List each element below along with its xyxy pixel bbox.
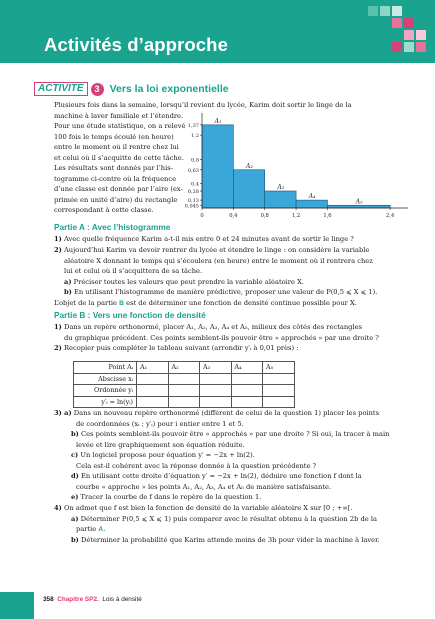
part-letter: A (98, 526, 104, 533)
table-row (74, 385, 295, 397)
histogram-bar (202, 125, 233, 208)
x-tick-label: 0 (200, 213, 204, 219)
table-cell (200, 385, 232, 397)
table-row-header: y′ᵢ = ln(yᵢ) (74, 396, 137, 408)
table-cell (263, 385, 295, 397)
decor-square (404, 18, 414, 28)
question-text: du graphique précédent. Ces points semblent-ils pouvoir être « approchés » par une droite ? (64, 333, 379, 342)
question-text: Tracer la courbe de f dans le repère de la question 1. (80, 493, 262, 501)
question-b3a: 3) a) Dans un nouveau repère orthonormé (différent de celui de la question 1) placer les points (54, 409, 380, 417)
question-text: lui et celui où il s’acquittera de sa tâche. (64, 267, 203, 275)
table-cell (137, 396, 169, 408)
goal-text: L’objet de la partie (54, 299, 117, 307)
question-text: Déterminer P(0,5 ⩽ X ⩽ 1) puis comparer avec le résultat obtenu à la question 2b de la (80, 514, 378, 523)
table-cell (137, 385, 169, 397)
intro-line: correspondant à cette classe. (54, 206, 154, 214)
bar-label: A₁ (214, 117, 222, 125)
table-row (74, 362, 295, 374)
question-1: 1) Avec quelle fréquence Karim a-t-il mis entre 0 et 24 minutes avant de sortir le linge ? (54, 235, 354, 243)
histogram-chart (182, 110, 422, 225)
table-cell (231, 373, 263, 385)
question-text: Dans un nouveau repère orthonormé (différent de celui de la question 1) placer les points (73, 409, 380, 417)
activity-heading (34, 82, 229, 96)
decor-square (368, 6, 378, 16)
decor-square (416, 30, 426, 40)
table-cell (200, 373, 232, 385)
question-text: Recopier puis compléter le tableau suivant (arrondir y′ᵢ à 0,01 près) : (63, 344, 299, 352)
x-tick-label: 0,8 (260, 213, 269, 219)
table-cell (231, 396, 263, 408)
table-row-header: Abscisse xᵢ (74, 373, 137, 385)
section-heading-part-a: Partie A : Avec l’histogramme (54, 222, 171, 232)
table-cell (168, 396, 200, 408)
y-tick-label: 1,37 (187, 122, 199, 129)
table-col-header: A₅ (263, 362, 295, 374)
y-tick-label: 0,13 (187, 198, 199, 205)
intro-line: 100 fois le temps écoulé (en heure) (54, 132, 174, 141)
y-tick-label: 1,2 (191, 133, 199, 140)
intro-line: machine à laver familiale et l’étendre. (54, 111, 184, 120)
question-text: Avec quelle fréquence Karim a-t-il mis entre 0 et 24 minutes avant de sortir le linge ? (63, 235, 354, 243)
y-tick-label: 0,045 (184, 203, 199, 210)
x-tick-label: 1,2 (291, 213, 301, 219)
table-cell (263, 373, 295, 385)
table-col-header: A₁ (137, 362, 169, 374)
banner-title: Activités d’approche (44, 34, 228, 55)
intro-line: Les résultats sont donnés par l’his- (54, 164, 173, 172)
activity-number: 3 (91, 83, 104, 96)
section-heading-part-b: Partie B : Vers une fonction de densité (54, 310, 206, 320)
intro-line: entre le moment où il rentre chez lui (54, 143, 179, 151)
histogram-bar (296, 200, 327, 208)
intro-line: Pour une étude statistique, on a relevé (54, 122, 186, 130)
question-text: Ces points semblent-ils pouvoir être « approchés » par une droite ? Si oui, la tracer à main (80, 430, 390, 438)
question-b3e: e) Tracer la courbe de f dans le repère de la question 1. (64, 493, 262, 501)
question-text: Dans un repère orthonormé, placer A₁, A₂, A₃, A₄ et A₅, milieux des côtés des rectangles (63, 323, 362, 331)
chapter-label: Chapitre SP2. (57, 596, 99, 603)
question-text: Déterminer la probabilité que Karim attende moins de 3h pour vider la machine à laver. (80, 535, 380, 544)
table-col-header: A₄ (231, 362, 263, 374)
question-b3d: d) En utilisant cette droite d’équation y′ = −2x + ln(2), déduire une fonction f dont la (64, 472, 362, 480)
y-tick-label: 0,8 (191, 157, 199, 164)
decor-square (380, 6, 390, 16)
activity-title: Vers la loi exponentielle (109, 83, 229, 95)
question-text: courbe « approche » les points A₁, A₂, A₃, A₄ et A₅ de manière satisfaisante. (76, 482, 332, 491)
table-col-header: A₂ (168, 362, 200, 374)
table-row-header: Ordonnée yᵢ (74, 385, 137, 397)
intro-line: et celui où il s’acquitte de cette tâche. (54, 153, 184, 162)
table-row (74, 396, 295, 408)
question-text: Préciser toutes les valeurs que peut prendre la variable aléatoire X. (73, 277, 304, 286)
question-b1: 1) Dans un repère orthonormé, placer A₁, A₂, A₃, A₄ et A₅, milieux des côtés des rectangles (54, 323, 362, 331)
question-text: Aujourd’hui Karim va devoir rentrer du lycée et étendre le linge : on considère la variable (63, 246, 370, 254)
histogram-bar (233, 170, 264, 208)
decor-square (392, 42, 402, 52)
values-table (73, 361, 295, 408)
part-a-goal (54, 298, 357, 310)
table-cell (231, 385, 263, 397)
bar-label: A₅ (355, 198, 363, 206)
question-text: En utilisant l’histogramme de manière prédictive, proposer une valeur de P(0,5 ⩽ X ⩽ 1). (73, 288, 378, 296)
decor-square (392, 18, 402, 28)
question-2a: a) Préciser toutes les valeurs que peut prendre la variable aléatoire X. (64, 277, 304, 286)
question-b4b: b) Déterminer la probabilité que Karim attende moins de 3h pour vider la machine à laver. (64, 535, 380, 544)
table-cell (263, 396, 295, 408)
intro-line: togramme ci-contre où la fréquence (54, 174, 177, 183)
decor-square (392, 6, 402, 16)
y-tick-label: 0,4 (191, 181, 199, 188)
histogram-bar (265, 191, 296, 208)
table-cell (137, 373, 169, 385)
intro-line: d’une classe est donnée par l’aire (ex- (54, 185, 183, 193)
question-text: partie A. (76, 525, 106, 533)
table-row-header: Point Aᵢ (74, 362, 137, 374)
x-tick-label: 1,6 (323, 213, 332, 219)
y-tick-label: 0,63 (187, 167, 199, 174)
bar-label: A₂ (246, 162, 253, 170)
question-b4: 4) On admet que f est bien la fonction de densité de la variable aléatoire X sur [0 ; +∞[. (54, 504, 353, 512)
question-text: de coordonnées (xᵢ ; y′ᵢ) pour i entier entre 1 et 5. (76, 419, 244, 428)
table-cell (200, 396, 232, 408)
question-b3b: b) Ces points semblent-ils pouvoir être « approchés » par une droite ? Si oui, la tracer à main (64, 430, 390, 438)
part-letter: B (119, 300, 124, 307)
question-text: aléatoire X donnant le temps qui s’écoulera (en heure) entre le moment où il rentrera chez (64, 256, 373, 265)
question-b2: 2) Recopier puis compléter le tableau suivant (arrondir y′ᵢ à 0,01 près) : (54, 344, 299, 352)
table-col-header: A₃ (200, 362, 232, 374)
page-number: 358 (43, 596, 54, 603)
bar-label: A₄ (308, 193, 316, 201)
question-text: Un logiciel propose pour équation y′ = −2x + ln(2). (80, 451, 255, 459)
question-b3c: c) Un logiciel propose pour équation y′ = −2x + ln(2). (64, 451, 255, 459)
bar-label: A₃ (277, 184, 285, 192)
histogram-bar (327, 205, 390, 208)
x-tick-label: 2,4 (386, 213, 395, 219)
intro-line: primée en unité d’aire) du rectangle (54, 195, 178, 204)
question-text: levée et lire graphiquement son équation réduite. (76, 440, 245, 449)
x-tick-label: 0,4 (229, 213, 238, 219)
y-tick-label: 0,28 (187, 189, 199, 196)
decor-square (416, 42, 426, 52)
question-2: 2) Aujourd’hui Karim va devoir rentrer du lycée et étendre le linge : on considère la variable (54, 246, 370, 254)
decor-square (404, 42, 414, 52)
question-text: partie (76, 525, 97, 533)
page-footer (43, 596, 142, 603)
table-cell (168, 373, 200, 385)
table-row (74, 373, 295, 385)
question-text: On admet que f est bien la fonction de densité de la variable aléatoire X sur [0 ; +∞[. (63, 504, 353, 512)
footer-bar (0, 592, 34, 619)
table-cell (168, 385, 200, 397)
question-2b: b) En utilisant l’histogramme de manière prédictive, proposer une valeur de P(0,5 ⩽ X ⩽ 1). (64, 288, 378, 296)
chapter-title: Lois à densité (102, 596, 142, 603)
intro-line: Plusieurs fois dans la semaine, lorsqu’il revient du lycée, Karim doit sortir le linge de la (54, 101, 352, 109)
decor-square (404, 30, 414, 40)
question-b4a: a) Déterminer P(0,5 ⩽ X ⩽ 1) puis comparer avec le résultat obtenu à la question 2b de la (64, 514, 378, 523)
question-text: Cela est-il cohérent avec la réponse donnée à la question précédente ? (76, 461, 317, 470)
question-text: En utilisant cette droite d’équation y′ = −2x + ln(2), déduire une fonction f dont la (80, 472, 362, 480)
activity-label: ACTIVITÉ (34, 82, 88, 96)
goal-text: est de déterminer une fonction de densité continue possible pour X. (126, 299, 357, 307)
